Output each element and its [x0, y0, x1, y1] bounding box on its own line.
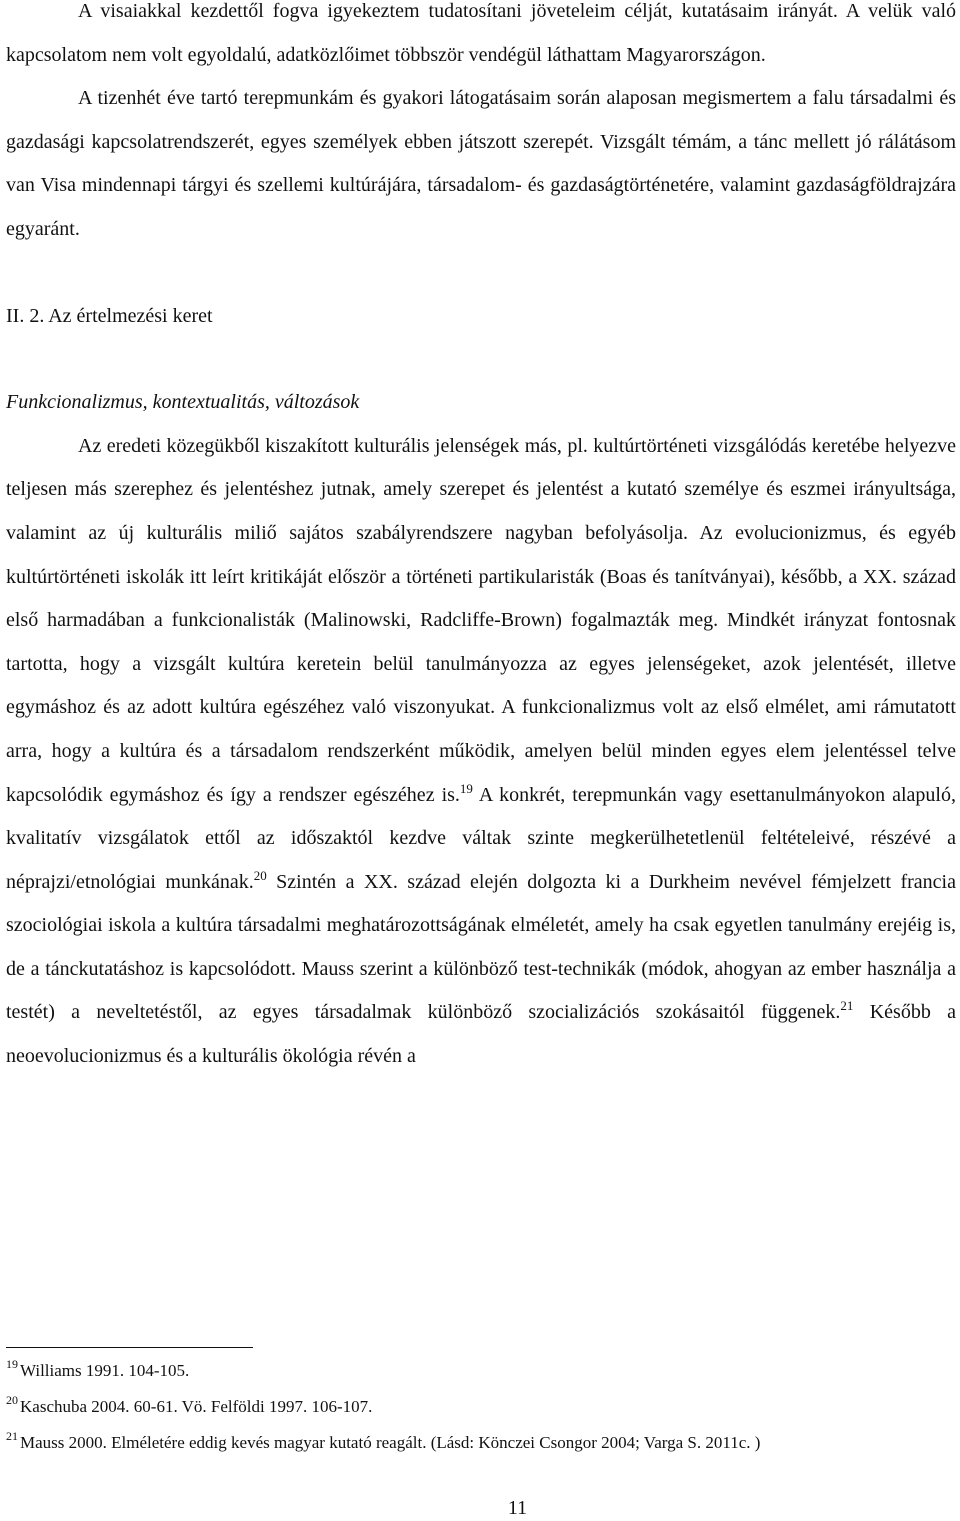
section-heading: II. 2. Az értelmezési keret — [6, 304, 213, 327]
footnote-19 — [6, 1353, 956, 1389]
paragraph-intro: A visaiakkal kezdettől fogva igyekeztem tudatosítani jöveteleim célját, kutatásaim irányát. A velük való kapcsolatom nem volt egyoldalú, adatközlőimet többször vendégül láthattam Magyarországon. — [6, 0, 956, 66]
spacer — [6, 338, 956, 381]
footnote-21 — [6, 1425, 956, 1461]
paragraph-fieldwork: A tizenhét éve tartó terepmunkám és gyakori látogatásaim során alaposan megismertem a falu társadalmi és gazdasági kapcsolatrendszerét, egyes személyek ebben játszott szerepét. Vizsgált témám, a tánc mellett jó rálátásom van Visa mindennapi tárgyi és szellemi kultúrájára, társadalom- és gazdaságtörténetére, valamint gazdaságföldrajzára egyaránt. — [6, 87, 956, 240]
main-text-part-3: Szintén a XX. század elején dolgozta ki a Durkheim nevével fémjelzett francia szociológiai iskola a kultúra társadalmi meghatározottságának elméletét, amely ha csak egyetlen tanulmány erejéig is, de a tánckutatáshoz is kapcsolódott. Mauss szerint a különböző test-technikák (módok, ahogyan az ember használja a testét) a neveltetéstől, az egyes társadalmak különböző szocializációs szokásaitól függenek. — [6, 870, 956, 1024]
spacer — [6, 252, 956, 295]
footnote-number: 20 — [6, 1393, 18, 1407]
main-text-part-4: Később a neoevolucionizmus és a kulturális ökológia révén a — [6, 1001, 957, 1068]
document-page — [6, 0, 956, 1079]
footnote-text: Williams 1991. 104-105. — [20, 1361, 190, 1380]
footnote-ref-19[interactable]: 19 — [459, 780, 473, 796]
paragraph-main — [6, 425, 956, 1079]
footnote-20 — [6, 1389, 956, 1425]
footnote-number: 19 — [6, 1357, 18, 1371]
footnote-ref-21[interactable]: 21 — [840, 998, 854, 1014]
main-text-part-1: Az eredeti közegükből kiszakított kulturális jelenségek más, pl. kultúrtörténeti vizsgálódás keretébe helyezve teljesen más szerephez és jelentéshez jutnak, amely szerepet és jelentést a kutató személye és eszmei irányultsága, valamint az új kulturális miliő sajátos szabályrendszere nagyban befolyásolja. Az evolucionizmus, és egyéb kultúrtörténeti iskolák itt leírt kritikáját először a történeti partikularisták (Boas és tanítványai), később, a XX. század első harmadában a funkcionalisták (Malinowski, Radcliffe-Brown) fogalmazták meg. Mindkét irányzat fontosnak tartotta, hogy a vizsgált kultúra keretein belül tanulmányozza az egyes jelenségeket, azok jelentését, illetve egymáshoz és az adott kultúra egészéhez való viszonyukat. A funkcionalizmus volt az első elmélet, ami rámutatott arra, hogy a kultúra és a társadalom rendszerként működik, amelyen belül minden egyes elem jelentéssel telve kapcsolódik egymáshoz és így a rendszer egészéhez is. — [6, 434, 956, 806]
main-text-part-2: A konkrét, terepmunkán vagy esettanulmányokon alapuló, kvalitatív vizsgálatok ettől az időszaktól kezdve váltak szinte megkerülhetetlenül feltételeivé, részévé a néprajzi/etnológiai munkának. — [6, 783, 956, 893]
footnote-text: Kaschuba 2004. 60-61. Vö. Felföldi 1997. 106-107. — [20, 1397, 373, 1416]
footnote-number: 21 — [6, 1429, 18, 1443]
footnote-text: Mauss 2000. Elméletére eddig kevés magyar kutató reagált. (Lásd: Könczei Csongor 2004; Varga S. 2011c. ) — [20, 1433, 761, 1452]
footnote-divider — [6, 1347, 253, 1348]
footnotes — [6, 1353, 956, 1461]
page-number: 11 — [507, 1497, 528, 1519]
footnote-ref-20[interactable]: 20 — [253, 867, 267, 883]
section-subheading: Funkcionalizmus, kontextualitás, változások — [6, 391, 360, 414]
